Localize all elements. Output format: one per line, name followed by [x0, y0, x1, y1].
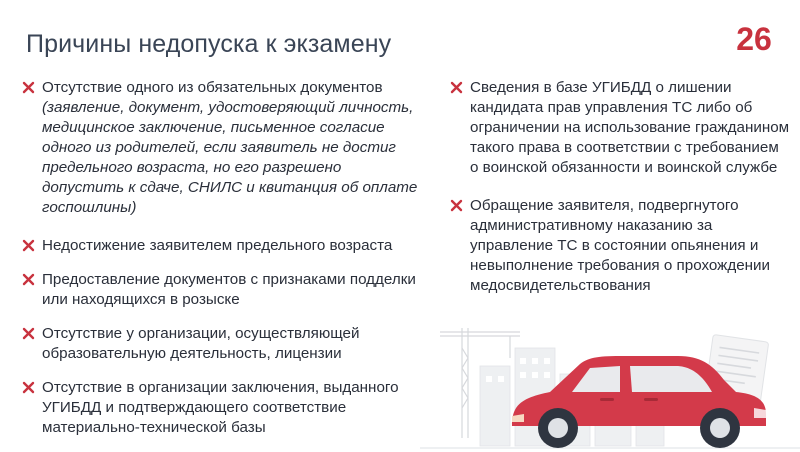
reason-text: Отсутствие одного из обязательных документов: [42, 79, 383, 96]
cross-icon: [22, 81, 35, 94]
right-column: [450, 78, 790, 296]
reason-text: Предоставление документов с признаками подделки или находящихся в розыске: [42, 271, 416, 308]
reason-item: [22, 324, 422, 364]
reason-item: [22, 270, 422, 310]
logo-26-icon: [732, 20, 776, 56]
cross-icon: [22, 327, 35, 340]
cross-icon: [22, 381, 35, 394]
reason-item: [22, 378, 422, 438]
cross-icon: [450, 81, 463, 94]
reason-note: (заявление, документ, удостоверяющий личность, медицинское заключение, письменное согласие одного из родителей, если заявитель не достиг предельного возраста, но его разрешено допустить к сдаче, СНИЛС и квитанция об оплате госпошлины): [42, 99, 418, 216]
car-illustration: [420, 318, 800, 452]
cross-icon: [22, 239, 35, 252]
reason-item: [22, 236, 422, 256]
reason-text: Отсутствие у организации, осуществляющей образовательную деятельность, лицензии: [42, 325, 360, 362]
reason-text: Сведения в базе УГИБДД о лишении кандидата прав управления ТС либо об ограничении на использование гражданином такого права в соответствии с требованием о воинской обязанности и воинской службе: [470, 79, 790, 176]
cross-icon: [450, 199, 463, 212]
reason-item: [450, 78, 790, 178]
reason-item: [22, 78, 422, 218]
page-title: Причины недопуска к экзамену: [26, 30, 392, 58]
left-column: [22, 78, 422, 438]
svg-text:26: 26: [736, 21, 772, 56]
reason-text: Обращение заявителя, подвергнутого административному наказанию за управление ТС в состоянии опьянения и невыполнение требования о прохождении медосвидетельствования: [470, 197, 771, 294]
reason-text: Недостижение заявителем предельного возраста: [42, 237, 393, 254]
cross-icon: [22, 273, 35, 286]
reason-item: [450, 196, 790, 296]
reason-text: Отсутствие в организации заключения, выданного УГИБДД и подтверждающего соответствие материально-технической базы: [42, 379, 399, 436]
